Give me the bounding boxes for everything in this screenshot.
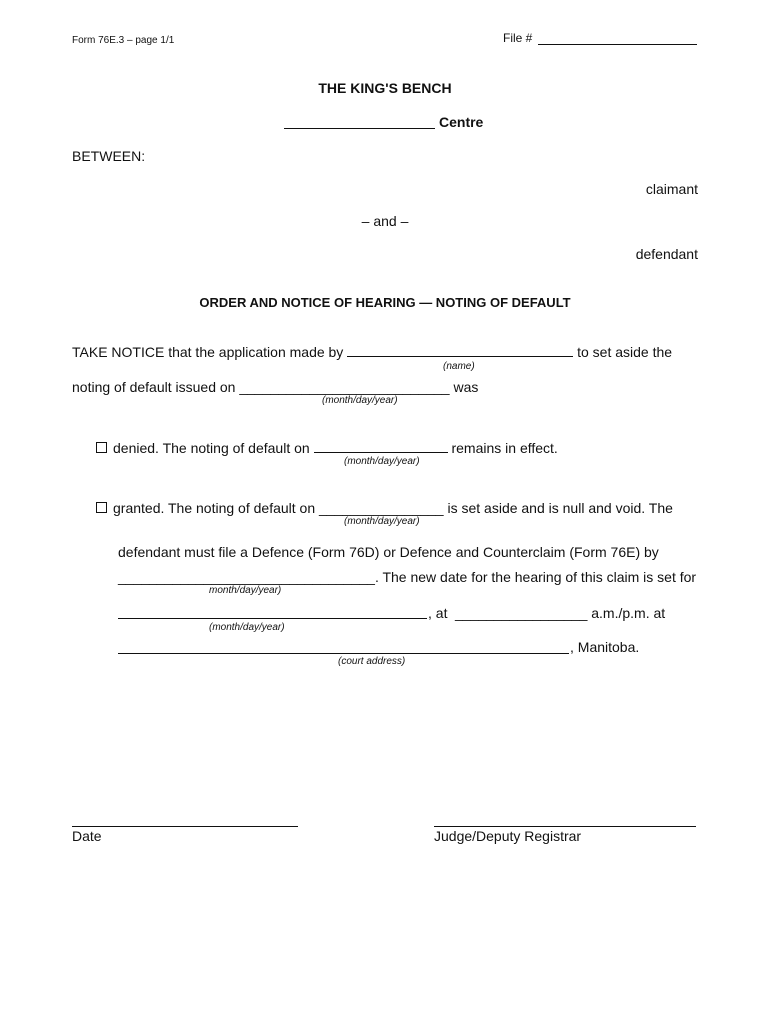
applicant-name-field[interactable]	[347, 344, 573, 357]
denied-date-field[interactable]	[314, 440, 448, 453]
notice-line-1	[72, 344, 672, 360]
defendant-label: defendant	[635, 246, 698, 262]
notice-prefix: TAKE NOTICE that the application made by	[72, 344, 344, 360]
denied-option	[96, 440, 558, 456]
form-number: Form 76E.3 – page 1/1	[72, 35, 175, 46]
date-label: Date	[72, 828, 102, 844]
defence-line: defendant must file a Defence (Form 76D) or Defence and Counterclaim (Form 76E) by	[118, 544, 659, 560]
granted-option	[96, 500, 673, 516]
between-label: BETWEEN:	[72, 148, 146, 164]
defence-date-caption: month/day/year)	[209, 585, 282, 596]
hearing-date-field[interactable]	[118, 618, 427, 619]
defence-date-line[interactable]: _________________________________. The new date for the hearing of this claim is set for	[118, 569, 697, 585]
and-separator: – and –	[361, 213, 409, 229]
granted-date-caption: (month/day/year)	[344, 516, 420, 527]
file-number-field[interactable]	[538, 44, 697, 45]
denied-date-caption: (month/day/year)	[344, 456, 420, 467]
name-caption: (name)	[443, 361, 475, 372]
hearing-at-text: , at	[428, 605, 448, 621]
judge-signature-line[interactable]	[434, 826, 696, 827]
date-signature-line[interactable]	[72, 826, 298, 827]
court-address-field[interactable]	[118, 653, 569, 654]
manitoba-text: , Manitoba.	[570, 639, 640, 655]
hearing-time-field[interactable]: _________________ a.m./p.m. at	[455, 605, 666, 621]
hearing-date-caption: (month/day/year)	[209, 622, 285, 633]
date-caption: (month/day/year)	[322, 395, 398, 406]
court-address-caption: (court address)	[338, 656, 406, 667]
granted-text[interactable]: granted. The noting of default on ________________ is set aside and is null and void. The	[113, 500, 673, 516]
centre-field[interactable]	[284, 128, 435, 129]
granted-checkbox[interactable]	[96, 502, 107, 513]
file-number-label: File #	[503, 31, 533, 45]
notice-suffix: to set aside the	[577, 344, 673, 360]
denied-prefix: denied. The noting of default on	[113, 440, 310, 456]
centre-label: Centre	[439, 114, 484, 130]
notice-line-2[interactable]: noting of default issued on ___________________________ was	[72, 379, 479, 395]
judge-label: Judge/Deputy Registrar	[434, 828, 582, 844]
court-title: THE KING'S BENCH	[318, 80, 452, 96]
claimant-label: claimant	[645, 181, 698, 197]
denied-suffix: remains in effect.	[451, 440, 558, 456]
denied-checkbox[interactable]	[96, 442, 107, 453]
form-title: ORDER AND NOTICE OF HEARING — NOTING OF DEFAULT	[199, 295, 571, 310]
